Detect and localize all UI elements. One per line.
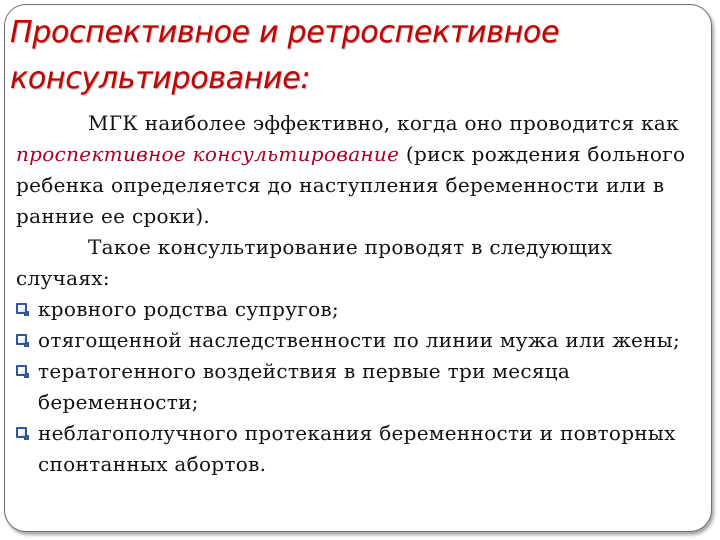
checkbox-bullet-icon <box>16 334 27 345</box>
list-item <box>16 325 706 356</box>
checkbox-bullet-icon <box>16 303 27 314</box>
list-item-text: неблагополучного протекания беременности и повторных спонтанных абортов. <box>38 421 676 476</box>
intro-paragraph <box>16 108 706 232</box>
intro-emphasis: проспективное консультирование <box>16 142 400 166</box>
list-item <box>16 356 706 418</box>
cases-list <box>16 294 706 480</box>
list-item-text: кровного родства супругов; <box>38 297 340 321</box>
cases-intro-paragraph: Такое консультирование проводят в следующих случаях: <box>16 235 613 290</box>
slide-title <box>10 10 700 102</box>
list-item-text: отягощенной наследственности по линии мужа или жены; <box>38 328 681 352</box>
list-item <box>16 418 706 480</box>
title-line-2: консультирование: <box>10 61 311 96</box>
list-item <box>16 294 706 325</box>
checkbox-bullet-icon <box>16 365 27 376</box>
intro-text-after: (риск рождения больного ребенка определяется до наступления беременности или в ранние ее сроки). <box>16 142 686 228</box>
intro-text-before: МГК наиболее эффективно, когда оно проводится как <box>88 111 679 135</box>
checkbox-bullet-icon <box>16 427 27 438</box>
slide-body <box>16 108 706 480</box>
list-item-text: тератогенного воздействия в первые три месяца беременности; <box>38 359 571 414</box>
title-line-1: Проспективное и ретроспективное <box>10 15 560 50</box>
